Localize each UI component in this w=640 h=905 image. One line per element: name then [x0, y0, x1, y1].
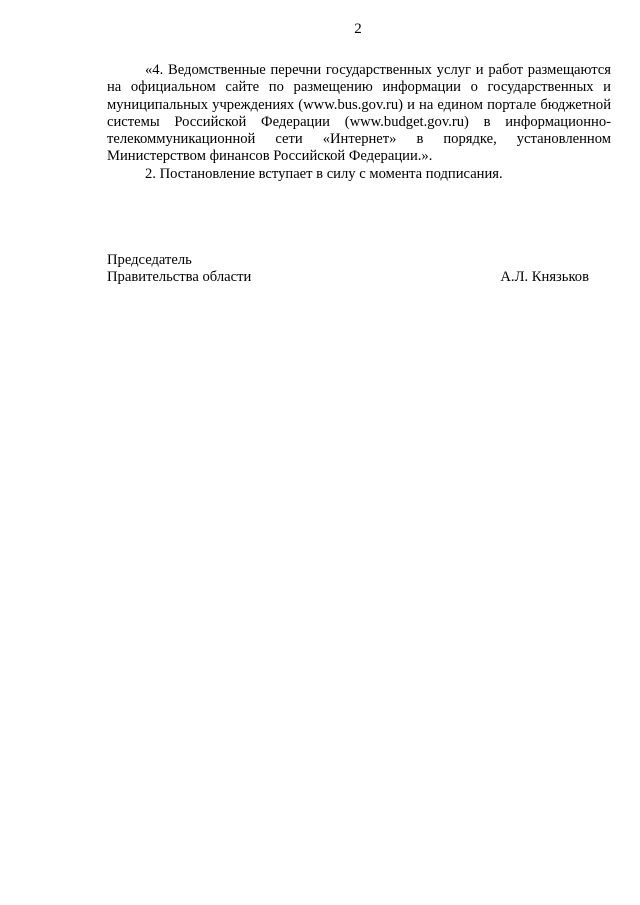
paragraph-item-4: «4. Ведомственные перечни государственных услуг и работ размещаются на официальном сайте по размещению информации о государственных и муниципальных учреждениях (www.bus.gov.ru) и на едином портале бюджетной системы Российской Федерации (www.budget.gov.ru) в информационно-телекоммуникационной сети «Интернет» в порядке, установленном Министерством финансов Российской Федерации.». [107, 62, 611, 165]
signature-title-line-1 [107, 252, 589, 269]
signatory-name: А.Л. Князьков [500, 269, 589, 286]
signatory-title-part-2: Правительства области [107, 269, 252, 286]
page-number: 2 [354, 21, 362, 37]
signatory-title-part-1: Председатель [107, 252, 192, 268]
paragraph-item-2: 2. Постановление вступает в силу с момента подписания. [145, 165, 503, 182]
signature-title-line-2 [107, 269, 589, 286]
signature-block [107, 252, 589, 287]
document-body [107, 62, 611, 183]
